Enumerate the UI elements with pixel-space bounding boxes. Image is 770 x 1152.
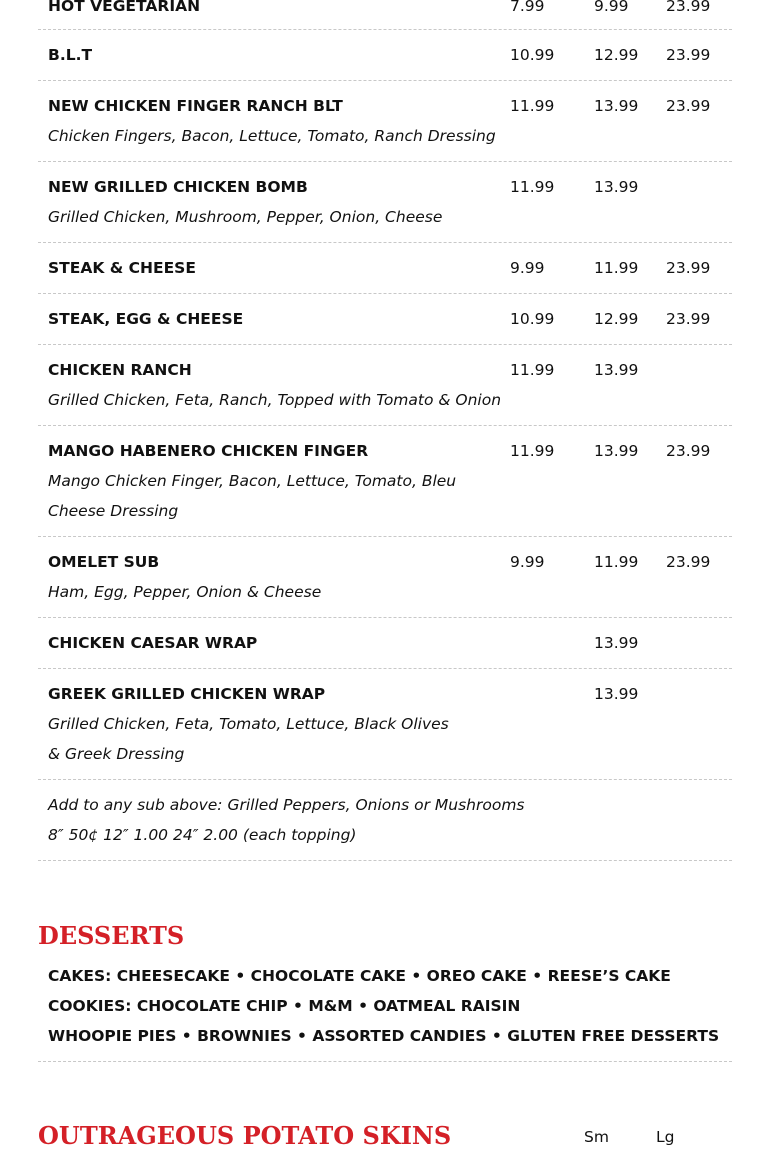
item-description: Mango Chicken Finger, Bacon, Lettuce, Tomato, Bleu Cheese Dressing xyxy=(48,472,457,520)
price-small: 11.99 xyxy=(510,178,555,196)
dessert-line: WHOOPIE PIES • BROWNIES • ASSORTED CANDIES • GLUTEN FREE DESSERTS xyxy=(48,1027,720,1045)
addon-note xyxy=(38,790,732,861)
menu-item xyxy=(38,253,732,294)
item-name: MANGO HABENERO CHICKEN FINGER xyxy=(48,442,369,460)
item-name: NEW CHICKEN FINGER RANCH BLT xyxy=(48,97,343,115)
price-large: 23.99 xyxy=(666,553,711,571)
price-medium: 13.99 xyxy=(594,634,639,652)
item-description: Grilled Chicken, Mushroom, Pepper, Onion, Cheese xyxy=(48,208,443,226)
dessert-line: CAKES: CHEESECAKE • CHOCOLATE CAKE • OREO CAKE • REESE’S CAKE xyxy=(48,967,671,985)
item-name: GREEK GRILLED CHICKEN WRAP xyxy=(48,685,326,703)
addon-line-2: 8″ 50¢ 12″ 1.00 24″ 2.00 (each topping) xyxy=(48,826,357,844)
price-medium: 13.99 xyxy=(594,97,639,115)
menu-item xyxy=(38,172,732,243)
price-medium: 13.99 xyxy=(594,361,639,379)
price-small: 10.99 xyxy=(510,310,555,328)
price-large: 23.99 xyxy=(666,46,711,64)
item-name: CHICKEN RANCH xyxy=(48,361,192,379)
size-header-small: Sm xyxy=(584,1128,609,1146)
menu-item xyxy=(38,547,732,618)
menu-item xyxy=(38,40,732,81)
price-large: 23.99 xyxy=(666,97,711,115)
menu-item xyxy=(38,91,732,162)
price-small: 9.99 xyxy=(510,259,545,277)
potato-skins-title: OUTRAGEOUS POTATO SKINS xyxy=(38,1121,452,1150)
item-name: STEAK & CHEESE xyxy=(48,259,196,277)
price-medium: 13.99 xyxy=(594,442,639,460)
price-small: 11.99 xyxy=(510,97,555,115)
menu-item xyxy=(38,628,732,669)
item-name: OMELET SUB xyxy=(48,553,160,571)
item-name: NEW GRILLED CHICKEN BOMB xyxy=(48,178,308,196)
price-medium: 12.99 xyxy=(594,46,639,64)
item-description: Grilled Chicken, Feta, Ranch, Topped with Tomato & Onion xyxy=(48,391,502,409)
desserts-list xyxy=(38,961,732,1062)
price-small: 11.99 xyxy=(510,361,555,379)
price-small: 9.99 xyxy=(510,553,545,571)
price-medium: 12.99 xyxy=(594,310,639,328)
item-description: Grilled Chicken, Feta, Tomato, Lettuce, Black Olives & Greek Dressing xyxy=(48,715,449,763)
menu-item xyxy=(38,436,732,537)
price-small: 10.99 xyxy=(510,46,555,64)
menu-item xyxy=(38,0,732,30)
price-large: 23.99 xyxy=(666,442,711,460)
desserts-title: DESSERTS xyxy=(38,921,185,950)
price-medium: 9.99 xyxy=(594,0,629,15)
item-description: Ham, Egg, Pepper, Onion & Cheese xyxy=(48,583,322,601)
item-name: HOT VEGETARIAN xyxy=(48,0,201,15)
item-name: B.L.T xyxy=(48,46,93,64)
item-name: CHICKEN CAESAR WRAP xyxy=(48,634,258,652)
menu-item xyxy=(38,355,732,426)
dessert-line: COOKIES: CHOCOLATE CHIP • M&M • OATMEAL RAISIN xyxy=(48,997,521,1015)
item-name: STEAK, EGG & CHEESE xyxy=(48,310,244,328)
menu-item xyxy=(38,679,732,780)
price-large: 23.99 xyxy=(666,0,711,15)
price-medium: 11.99 xyxy=(594,259,639,277)
price-large: 23.99 xyxy=(666,259,711,277)
size-header-large: Lg xyxy=(656,1128,675,1146)
addon-line-1: Add to any sub above: Grilled Peppers, Onions or Mushrooms xyxy=(48,796,525,814)
price-medium: 11.99 xyxy=(594,553,639,571)
menu-item xyxy=(38,304,732,345)
price-medium: 13.99 xyxy=(594,685,639,703)
price-small: 11.99 xyxy=(510,442,555,460)
price-large: 23.99 xyxy=(666,310,711,328)
item-description: Chicken Fingers, Bacon, Lettuce, Tomato, Ranch Dressing xyxy=(48,127,496,145)
price-small: 7.99 xyxy=(510,0,545,15)
price-medium: 13.99 xyxy=(594,178,639,196)
